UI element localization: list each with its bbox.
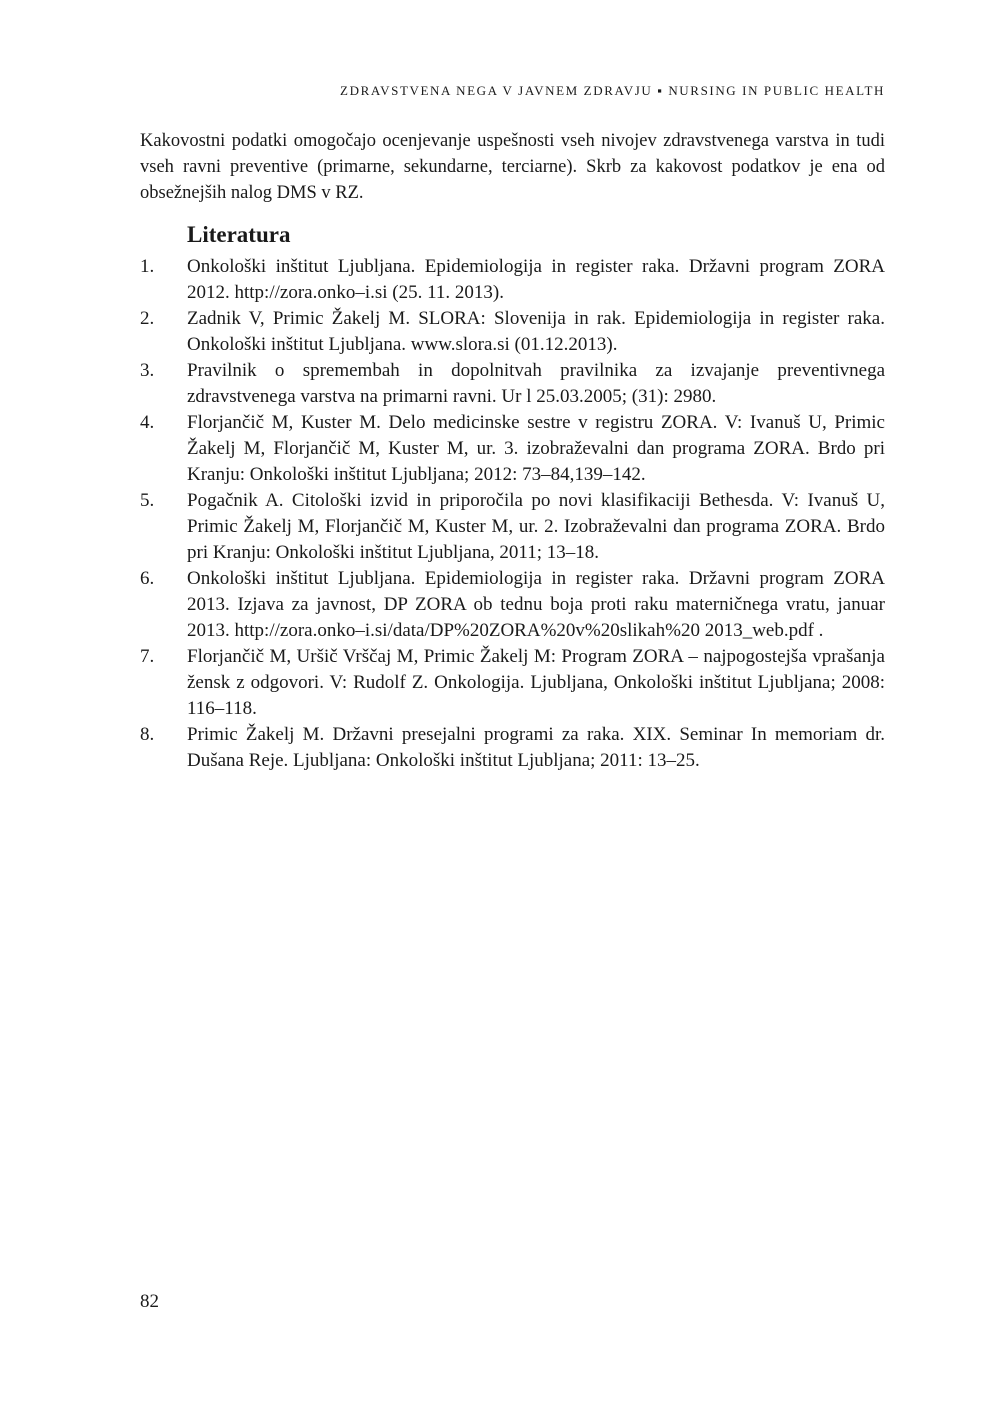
- reference-item-8: [140, 722, 885, 774]
- reference-list: [140, 254, 885, 774]
- running-header: ZDRAVSTVENA NEGA V JAVNEM ZDRAVJU ▪ NURSING IN PUBLIC HEALTH: [340, 83, 885, 98]
- reference-text: Zadnik V, Primic Žakelj M. SLORA: Slovenija in rak. Epidemiologija in register raka. Onkološki inštitut Ljubljana. www.slora.si (01.12.2013).: [187, 308, 885, 355]
- reference-item-1: [140, 254, 885, 306]
- reference-number: 7.: [140, 646, 155, 667]
- reference-text: Florjančič M, Kuster M. Delo medicinske sestre v registru ZORA. V: Ivanuš U, Primic Žakelj M, Florjančič M, Kuster M, ur. 3. izobraževalni dan programa ZORA. Brdo pri Kranju: Onkološki inštitut Ljubljana; 2012: 73–84,139–142.: [187, 412, 885, 485]
- reference-text: Onkološki inštitut Ljubljana. Epidemiologija in register raka. Državni program ZORA 2013. Izjava za javnost, DP ZORA ob tednu boja proti raku materničnega vratu, januar 2013. http://zora.onko–i.si/data/DP%20ZORA%20v%20slikah%20 2013_web.pdf .: [187, 568, 885, 641]
- reference-number: 8.: [140, 724, 155, 745]
- reference-text: Florjančič M, Uršič Vrščaj M, Primic Žakelj M: Program ZORA – najpogostejša vprašanja žensk z odgovori. V: Rudolf Z. Onkologija. Ljubljana, Onkološki inštitut Ljubljana; 2008: 116–118.: [187, 646, 885, 719]
- reference-number: 6.: [140, 568, 155, 589]
- page-number: 82: [140, 1291, 159, 1312]
- reference-item-3: [140, 358, 885, 410]
- intro-paragraph: Kakovostni podatki omogočajo ocenjevanje uspešnosti vseh nivojev zdravstvenega varstva in tudi vseh ravni preventive (primarne, sekundarne, terciarne). Skrb za kakovost podatkov je ena od obsežnejših nalog DMS v RZ.: [140, 131, 885, 203]
- reference-item-6: [140, 566, 885, 644]
- reference-item-7: [140, 644, 885, 722]
- reference-item-2: [140, 306, 885, 358]
- reference-number: 1.: [140, 256, 155, 277]
- reference-text: Pogačnik A. Citološki izvid in priporočila po novi klasifikaciji Bethesda. V: Ivanuš U, Primic Žakelj M, Florjančič M, Kuster M, ur. 2. Izobraževalni dan programa ZORA. Brdo pri Kranju: Onkološki inštitut Ljubljana, 2011; 13–18.: [187, 490, 885, 563]
- reference-number: 5.: [140, 490, 155, 511]
- reference-text: Pravilnik o spremembah in dopolnitvah pravilnika za izvajanje preventivnega zdravstvenega varstva na primarni ravni. Ur l 25.03.2005; (31): 2980.: [187, 360, 885, 407]
- reference-number: 2.: [140, 308, 155, 329]
- reference-number: 4.: [140, 412, 155, 433]
- reference-text: Onkološki inštitut Ljubljana. Epidemiologija in register raka. Državni program ZORA 2012. http://zora.onko–i.si (25. 11. 2013).: [187, 256, 885, 303]
- reference-item-5: [140, 488, 885, 566]
- reference-number: 3.: [140, 360, 155, 381]
- reference-item-4: [140, 410, 885, 488]
- literature-heading: Literatura: [187, 222, 291, 247]
- reference-text: Primic Žakelj M. Državni presejalni programi za raka. XIX. Seminar In memoriam dr. Dušana Reje. Ljubljana: Onkološki inštitut Ljubljana; 2011: 13–25.: [187, 724, 885, 771]
